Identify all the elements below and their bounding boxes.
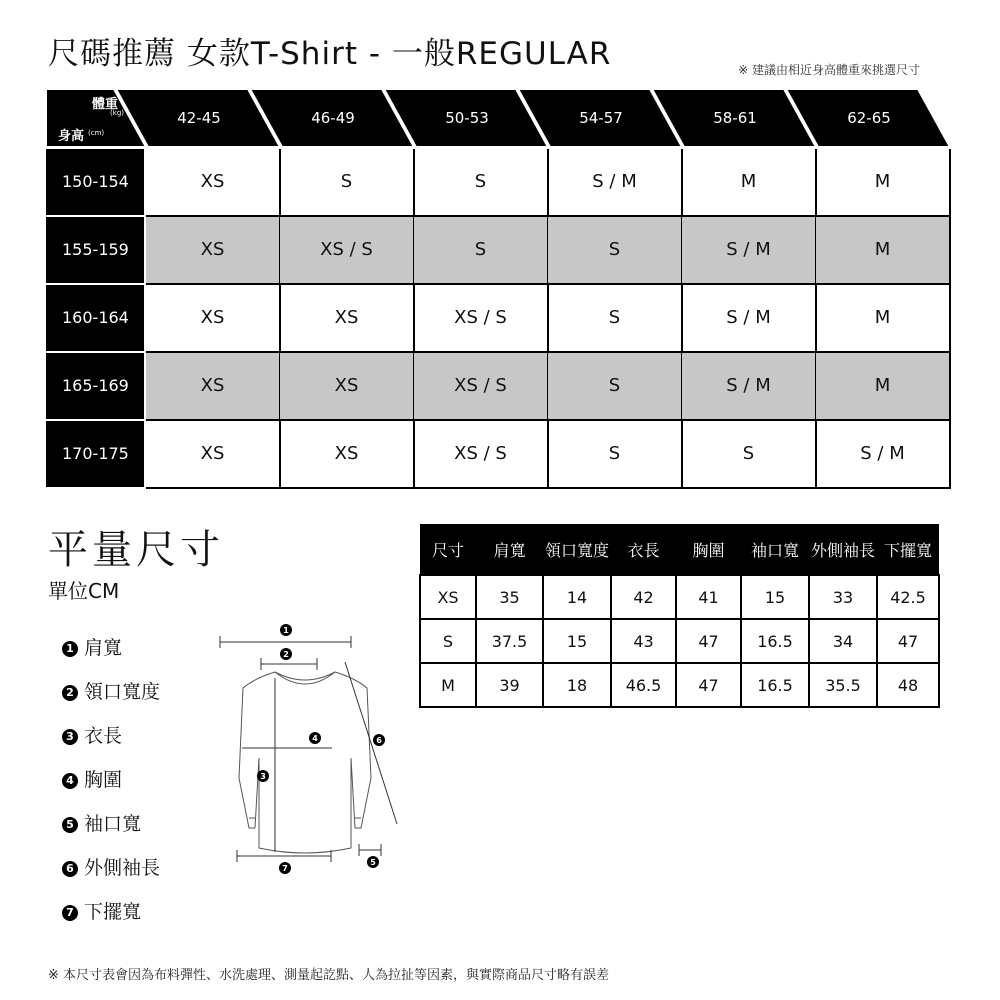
size-cell: S / M: [548, 149, 683, 217]
table-cell: 47: [676, 663, 741, 707]
tshirt-measurement-diagram: [185, 618, 415, 873]
svg-text:2: 2: [283, 650, 289, 659]
legend-number: 3: [62, 729, 78, 745]
size-cell: XS / S: [414, 421, 549, 489]
svg-text:7: 7: [282, 864, 288, 873]
size-cell: S: [548, 421, 683, 489]
height-label-cell: 170-175: [46, 421, 144, 487]
size-cell: S: [548, 217, 683, 285]
legend-label: 肩寬: [84, 637, 123, 659]
weight-col-header: 58-61: [713, 109, 757, 127]
suggestion-note: ※ 建議由相近身高體重來挑選尺寸: [738, 63, 920, 77]
table-header-row: [420, 524, 939, 575]
height-label-cell: 160-164: [46, 285, 144, 351]
corner-header: [46, 89, 146, 147]
size-cell: XS: [280, 353, 415, 421]
height-label-cell: 155-159: [46, 217, 144, 283]
table-cell: 15: [741, 575, 809, 619]
section-title: 平量尺寸: [48, 527, 224, 573]
size-cell: XS: [146, 217, 281, 285]
table-row: [46, 285, 950, 353]
height-label-cell: 150-154: [46, 149, 144, 215]
legend-number: 5: [62, 817, 78, 833]
table-cell: 46.5: [611, 663, 676, 707]
weight-header: [46, 89, 950, 147]
size-cell: M: [816, 149, 951, 217]
table-row: [46, 353, 950, 421]
legend-number: 6: [62, 861, 78, 877]
table-row: [46, 421, 950, 489]
unit-label: 單位CM: [48, 579, 120, 603]
svg-text:3: 3: [260, 772, 266, 781]
legend-number: 2: [62, 685, 78, 701]
table-cell: 14: [543, 575, 611, 619]
table-cell: 35: [476, 575, 543, 619]
table-cell: 33: [809, 575, 877, 619]
column-header: 下擺寬: [877, 524, 939, 575]
table-row: [46, 149, 950, 217]
size-cell: S: [280, 149, 415, 217]
weight-col-header: 50-53: [445, 109, 489, 127]
table-cell: 15: [543, 619, 611, 663]
size-cell: XS: [280, 285, 415, 353]
size-cell: XS / S: [414, 285, 549, 353]
svg-text:1: 1: [283, 626, 289, 635]
height-label-cell: 165-169: [46, 353, 144, 419]
weight-col-header: 62-65: [847, 109, 891, 127]
table-cell: 47: [877, 619, 939, 663]
size-cell: S / M: [816, 421, 951, 489]
size-cell: XS: [146, 149, 281, 217]
size-cell: M: [682, 149, 817, 217]
size-cell: S / M: [682, 217, 817, 285]
table-cell: 41: [676, 575, 741, 619]
table-row: [420, 575, 939, 619]
column-header: 尺寸: [420, 524, 476, 575]
size-cell: S: [682, 421, 817, 489]
weight-label: 體重: [91, 97, 118, 112]
table-cell: 42: [611, 575, 676, 619]
legend-label: 胸圍: [84, 769, 123, 791]
size-cell: S: [414, 149, 549, 217]
column-header: 肩寬: [476, 524, 543, 575]
legend-item: [62, 677, 160, 704]
page-title: 尺碼推薦 女款T-Shirt - 一般REGULAR: [48, 36, 612, 72]
legend-number: 7: [62, 905, 78, 921]
column-header: 胸圍: [676, 524, 741, 575]
legend-item: [62, 633, 122, 660]
size-cell: S: [548, 353, 683, 421]
legend-number: 1: [62, 641, 78, 657]
weight-unit: (kg): [110, 109, 124, 117]
column-header: 衣長: [611, 524, 676, 575]
table-cell: XS: [420, 575, 476, 619]
height-label: 身高: [58, 129, 85, 144]
table-cell: 37.5: [476, 619, 543, 663]
size-cell: XS: [146, 285, 281, 353]
weight-col-header: 42-45: [177, 109, 221, 127]
table-row: [420, 663, 939, 707]
legend-item: [62, 765, 122, 792]
size-cell: S / M: [682, 285, 817, 353]
column-header: 領口寬度: [543, 524, 611, 575]
size-cell: XS / S: [414, 353, 549, 421]
table-cell: 43: [611, 619, 676, 663]
table-cell: 18: [543, 663, 611, 707]
legend-number: 4: [62, 773, 78, 789]
legend-item: [62, 809, 141, 836]
footnote: ※ 本尺寸表會因為布料彈性、水洗處理、測量起訖點、人為拉扯等因素，與實際商品尺寸略有誤差: [48, 968, 610, 983]
legend-label: 袖口寬: [84, 813, 142, 835]
table-cell: 35.5: [809, 663, 877, 707]
size-cell: M: [816, 217, 951, 285]
table-cell: S: [420, 619, 476, 663]
size-cell: M: [816, 285, 951, 353]
legend-label: 下擺寬: [84, 901, 142, 923]
size-cell: M: [816, 353, 951, 421]
column-header: 袖口寬: [741, 524, 809, 575]
weight-col-header: 54-57: [579, 109, 623, 127]
table-cell: 47: [676, 619, 741, 663]
svg-text:4: 4: [312, 734, 318, 743]
table-cell: 42.5: [877, 575, 939, 619]
measurement-table: [419, 524, 940, 708]
weight-col-header: 46-49: [311, 109, 355, 127]
legend-label: 領口寬度: [84, 681, 161, 703]
table-row: [420, 619, 939, 663]
table-cell: 16.5: [741, 663, 809, 707]
table-cell: 34: [809, 619, 877, 663]
table-cell: 16.5: [741, 619, 809, 663]
legend-label: 衣長: [84, 725, 123, 747]
legend-item: [62, 897, 141, 924]
size-recommendation-table: [46, 89, 950, 464]
legend-item: [62, 721, 122, 748]
table-row: [46, 217, 950, 285]
svg-text:6: 6: [376, 736, 382, 745]
size-cell: S: [414, 217, 549, 285]
size-cell: XS: [146, 353, 281, 421]
legend-item: [62, 853, 160, 880]
table-cell: 39: [476, 663, 543, 707]
column-header: 外側袖長: [809, 524, 877, 575]
size-cell: S / M: [682, 353, 817, 421]
size-cell: S: [548, 285, 683, 353]
size-cell: XS: [280, 421, 415, 489]
svg-text:5: 5: [370, 858, 376, 867]
size-cell: XS / S: [280, 217, 415, 285]
height-unit: (cm): [88, 129, 105, 137]
table-cell: M: [420, 663, 476, 707]
legend-label: 外側袖長: [84, 857, 161, 879]
size-cell: XS: [146, 421, 281, 489]
table-cell: 48: [877, 663, 939, 707]
